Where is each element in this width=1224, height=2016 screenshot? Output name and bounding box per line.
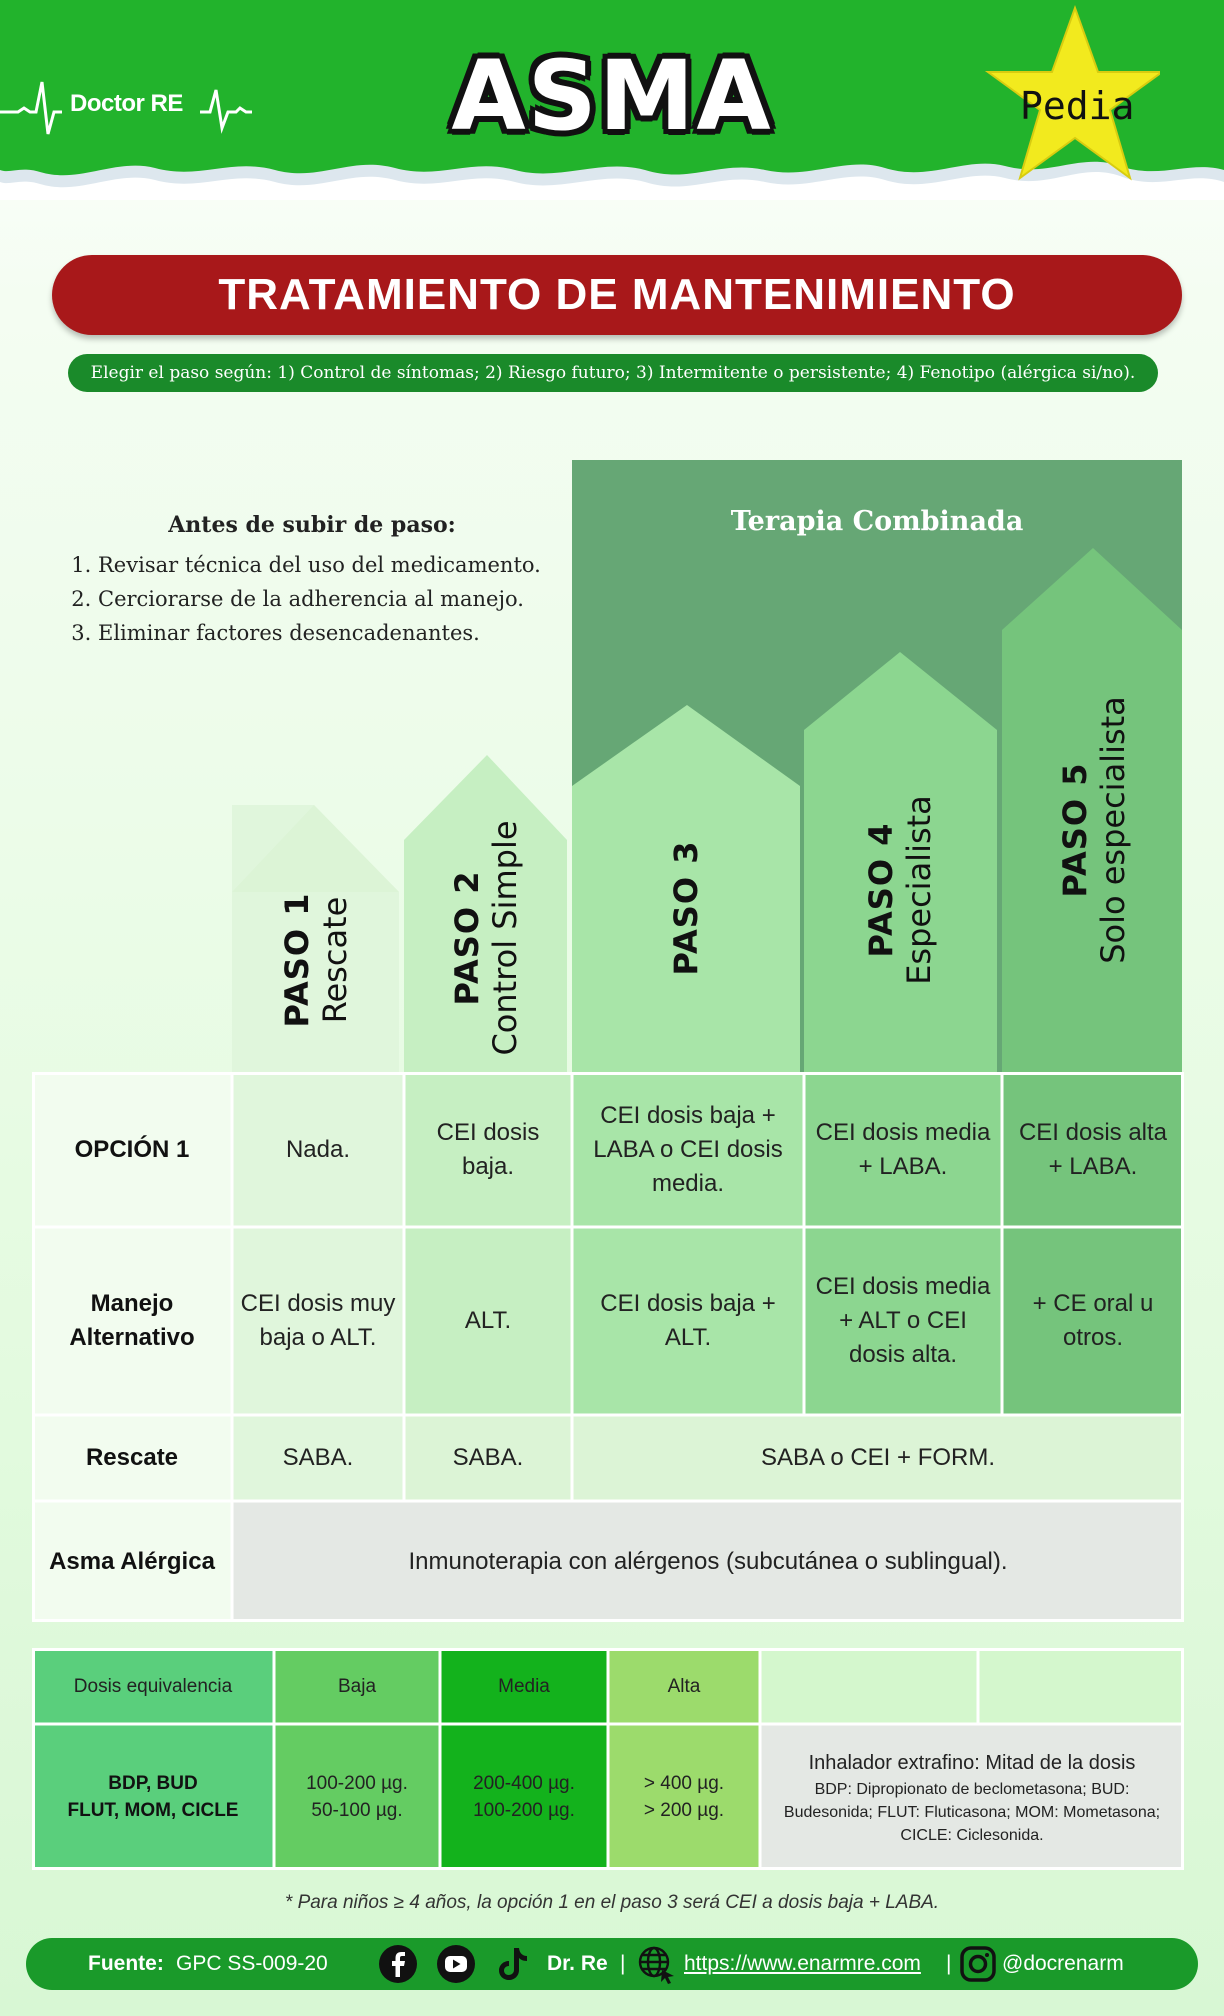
dose-header-equivalence: Dosis equivalencia <box>73 1675 233 1697</box>
dose-header-medium: Media <box>498 1675 550 1697</box>
dose-header-high: Alta <box>667 1675 701 1697</box>
cell-alt-step2: ALT. <box>464 1307 512 1334</box>
note-item: 1. Revisar técnica del uso del medicamento. <box>98 548 552 582</box>
notes-box <box>72 512 552 650</box>
dose-drugs-line2: FLUT, MOM, CICLE <box>67 1800 239 1821</box>
cell-option1-step4: CEI dosis media + LABA. <box>815 1118 991 1180</box>
pedia-badge: Pedia <box>1020 84 1135 128</box>
notes-title: Antes de subir de paso: <box>168 512 456 538</box>
banner-title: TRATAMIENTO DE MANTENIMIENTO <box>218 270 1016 319</box>
criteria-banner <box>68 354 1158 392</box>
dose-medium-line1: 200-400 µg. <box>473 1773 575 1794</box>
note-item: 2. Cerciorarse de la adherencia al manejo. <box>98 582 552 616</box>
footer-brand: Dr. Re <box>547 1952 608 1975</box>
tiktok-icon[interactable] <box>492 1944 532 1984</box>
treatment-table <box>32 1072 1184 1622</box>
dose-low-values <box>274 1724 440 1870</box>
footer-separator: | <box>620 1952 626 1975</box>
row-label-option1: OPCIÓN 1 <box>74 1135 190 1163</box>
footer <box>26 1938 1198 1990</box>
dose-high-line2: > 200 µg. <box>643 1800 725 1821</box>
source-label: Fuente: <box>88 1952 164 1975</box>
step-4-label <box>862 795 938 985</box>
step-2-label <box>448 820 524 1055</box>
cell-rescue-step2: SABA. <box>452 1444 524 1471</box>
dose-drugs <box>32 1724 274 1870</box>
website-link[interactable]: https://www.enarmre.com <box>684 1952 921 1975</box>
dose-note <box>760 1724 1184 1870</box>
facebook-icon[interactable] <box>378 1944 418 1984</box>
dose-table <box>32 1648 1184 1870</box>
cell-alt-step3: CEI dosis baja + ALT. <box>600 1290 776 1351</box>
dose-high-line1: > 400 µg. <box>643 1773 725 1794</box>
dose-high-values <box>608 1724 760 1870</box>
dose-header-low: Baja <box>337 1675 377 1697</box>
row-label-rescue: Rescate <box>85 1444 179 1471</box>
step-5-label <box>1056 696 1132 964</box>
cell-alt-step4: CEI dosis media + ALT o CEI dosis alta. <box>815 1273 991 1368</box>
step-1-name: Rescate <box>316 896 354 1024</box>
cell-alt-step5: + CE oral u otros. <box>1032 1290 1154 1351</box>
cell-alt-step1: CEI dosis muy baja o ALT. <box>240 1290 396 1351</box>
cell-rescue-step1: SABA. <box>282 1444 354 1471</box>
notes-list <box>72 548 552 650</box>
combo-therapy-label: Terapia Combinada <box>730 506 1024 537</box>
instagram-icon[interactable] <box>958 1944 998 1984</box>
step-5-name: Solo especialista <box>1094 696 1132 964</box>
section-banner <box>52 255 1182 335</box>
row-label-allergic: Asma Alérgica <box>49 1547 215 1575</box>
youtube-icon[interactable] <box>436 1944 476 1984</box>
cell-allergic-all: Inmunoterapia con alérgenos (subcutánea o sublingual). <box>408 1547 1008 1575</box>
globe-icon <box>636 1944 676 1984</box>
footnote: * Para niños ≥ 4 años, la opción 1 en el paso 3 será CEI a dosis baja + LABA. <box>284 1892 940 1913</box>
dose-note-title: Inhalador extrafino: Mitad de la dosis <box>808 1751 1136 1774</box>
dose-note-body: BDP: Dipropionato de beclometasona; BUD: Budesonida; FLUT: Fluticasona; MOM: Mometasona; CICLE: Ciclesonida. <box>783 1780 1161 1844</box>
dose-medium-line2: 100-200 µg. <box>473 1800 575 1821</box>
cell-rescue-step3to5: SABA o CEI + FORM. <box>760 1444 996 1471</box>
step-3-number: PASO 3 <box>667 840 705 976</box>
dose-low-line2: 50-100 µg. <box>311 1800 403 1821</box>
source-value: GPC SS-009-20 <box>176 1952 328 1975</box>
cell-option1-step5: CEI dosis alta + LABA. <box>1018 1118 1168 1180</box>
step-2-number: PASO 2 <box>448 870 486 1006</box>
note-item: 3. Eliminar factores desencadenantes. <box>98 616 552 650</box>
step-1-label <box>278 893 354 1028</box>
row-label-alternative: Manejo Alternativo <box>69 1290 195 1351</box>
step-5-number: PASO 5 <box>1056 762 1094 898</box>
step-4-number: PASO 4 <box>862 822 900 958</box>
footer-separator: | <box>946 1952 952 1975</box>
criteria-text: Elegir el paso según: 1) Control de síntomas; 2) Riesgo futuro; 3) Intermitente o persistente; 4) Fenotipo (alérgica si/no). <box>90 363 1136 383</box>
dose-medium-values <box>440 1724 608 1870</box>
cell-option1-step1: Nada. <box>285 1135 351 1163</box>
cell-option1-step2: CEI dosis baja. <box>436 1118 540 1180</box>
step-3-label <box>667 841 705 976</box>
step-4-name: Especialista <box>900 795 938 985</box>
step-2-name: Control Simple <box>486 820 524 1056</box>
dose-low-line1: 100-200 µg. <box>306 1773 408 1794</box>
cell-option1-step3: CEI dosis baja + LABA o CEI dosis media. <box>593 1101 783 1197</box>
social-handle[interactable]: @docrenarm <box>1002 1952 1124 1975</box>
dose-drugs-line1: BDP, BUD <box>108 1773 198 1794</box>
step-1-number: PASO 1 <box>278 892 316 1028</box>
logo-text: Doctor RE <box>70 90 183 117</box>
page-title: ASMA <box>451 40 773 152</box>
